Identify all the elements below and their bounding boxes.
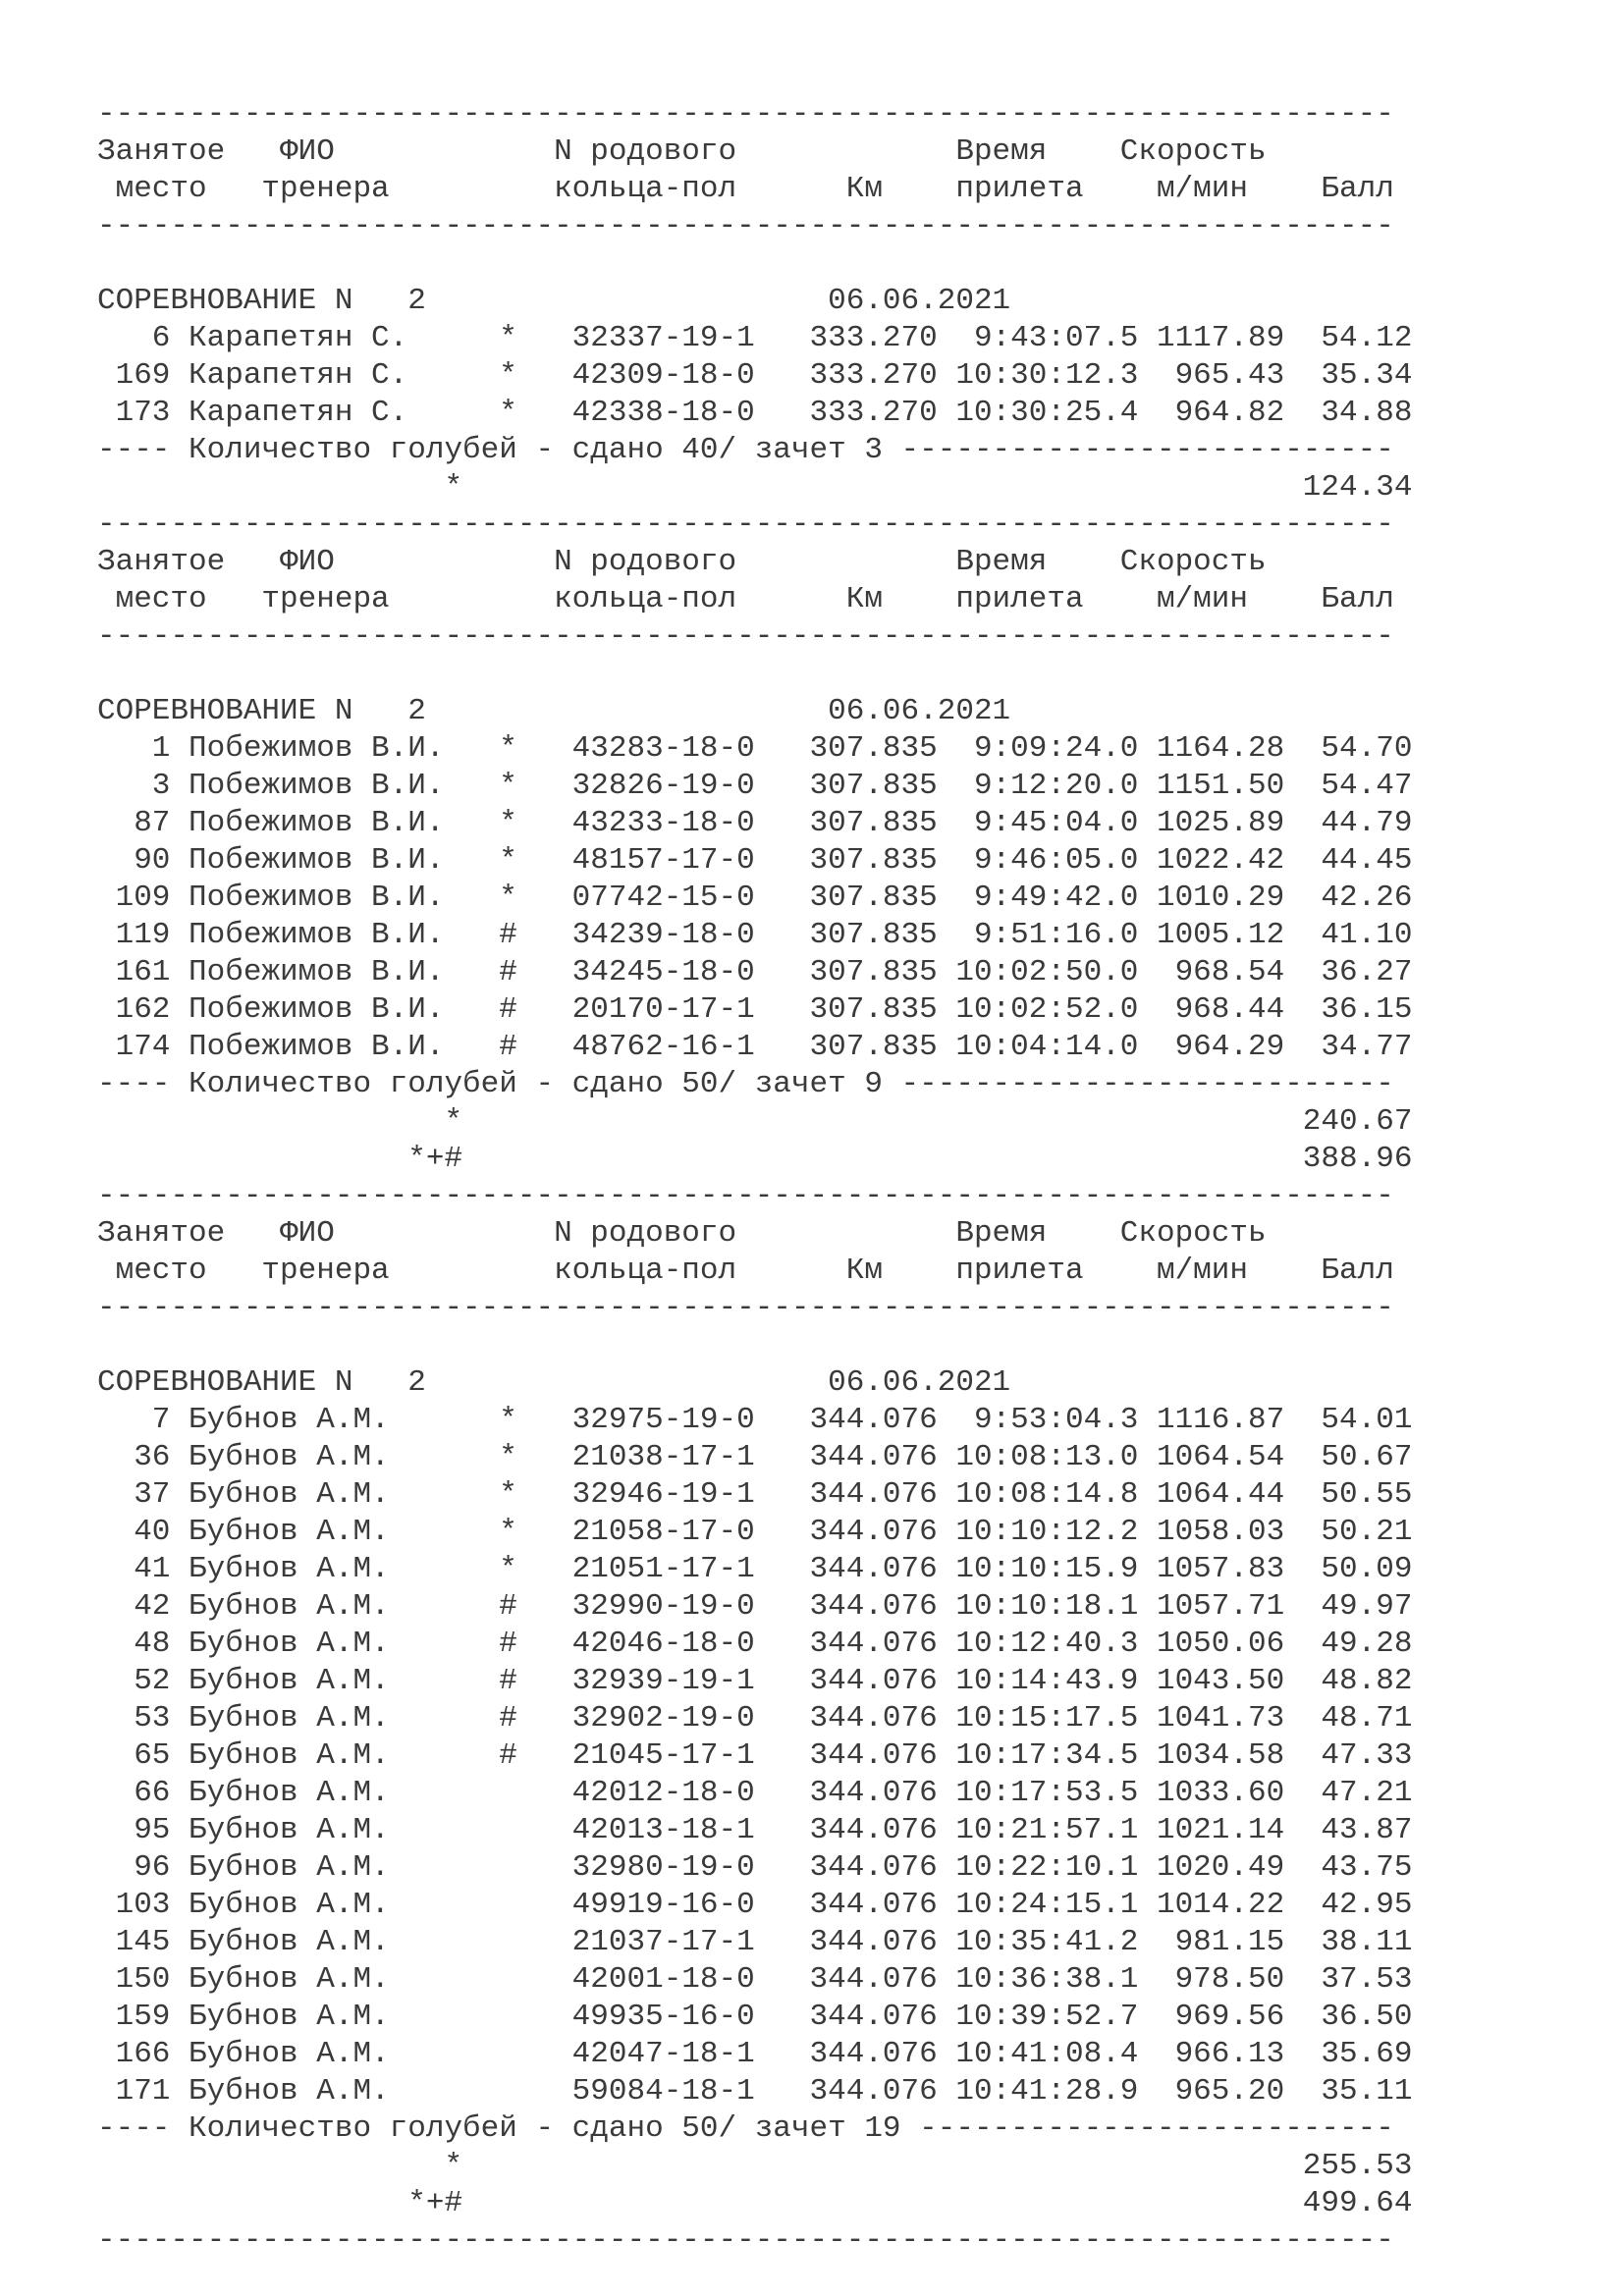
rule-line: ----------------------------------------------------------------------- xyxy=(97,619,1394,654)
rule-line: ----------------------------------------------------------------------- xyxy=(97,1179,1394,1213)
result-row: 162 Побежимов В.И. # 20170-17-1 307.835 10:02:52.0 968.44 36.15 xyxy=(97,992,1413,1027)
result-row: 3 Побежимов В.И. * 32826-19-0 307.835 9:12:20.0 1151.50 54.47 xyxy=(97,769,1413,803)
result-row: 87 Побежимов В.И. * 43233-18-0 307.835 9:45:04.0 1025.89 44.79 xyxy=(97,806,1413,840)
blank-line xyxy=(97,656,1412,693)
result-row: 7 Бубнов А.М. * 32975-19-0 344.076 9:53:04.3 1116.87 54.01 xyxy=(97,1403,1413,1437)
rule-line: ----------------------------------------------------------------------- xyxy=(97,2223,1394,2258)
pigeon-count-line: ---- Количество голубей - сдано 50/ зачет 19 -------------------------- xyxy=(97,2111,1394,2146)
result-row: 41 Бубнов А.М. * 21051-17-1 344.076 10:10:15.9 1057.83 50.09 xyxy=(97,1552,1413,1586)
result-row: 109 Побежимов В.И. * 07742-15-0 307.835 9:49:42.0 1010.29 42.26 xyxy=(97,881,1413,915)
total-line: *+# 388.96 xyxy=(97,1142,1413,1176)
result-row: 119 Побежимов В.И. # 34239-18-0 307.835 9:51:16.0 1005.12 41.10 xyxy=(97,918,1413,952)
result-row: 66 Бубнов А.М. 42012-18-0 344.076 10:17:53.5 1033.60 47.21 xyxy=(97,1776,1413,1810)
result-row: 161 Побежимов В.И. # 34245-18-0 307.835 10:02:50.0 968.54 36.27 xyxy=(97,955,1413,989)
result-row: 42 Бубнов А.М. # 32990-19-0 344.076 10:10:18.1 1057.71 49.97 xyxy=(97,1589,1413,1624)
rule-line: ----------------------------------------------------------------------- xyxy=(97,97,1394,132)
result-row: 90 Побежимов В.И. * 48157-17-0 307.835 9:46:05.0 1022.42 44.45 xyxy=(97,843,1413,878)
column-header-line-2: место тренера кольца-пол Км прилета м/мин Балл xyxy=(97,582,1394,616)
pigeon-count-line: ---- Количество голубей - сдано 40/ зачет 3 --------------------------- xyxy=(97,433,1394,467)
total-line: * 124.34 xyxy=(97,470,1413,505)
column-header-line-2: место тренера кольца-пол Км прилета м/мин Балл xyxy=(97,1254,1394,1288)
result-row: 6 Карапетян С. * 32337-19-1 333.270 9:43:07.5 1117.89 54.12 xyxy=(97,321,1413,355)
result-row: 36 Бубнов А.М. * 21038-17-1 344.076 10:08:13.0 1064.54 50.67 xyxy=(97,1440,1413,1474)
column-header-line-1: Занятое ФИО N родового Время Скорость xyxy=(97,1216,1267,1251)
result-row: 96 Бубнов А.М. 32980-19-0 344.076 10:22:10.1 1020.49 43.75 xyxy=(97,1850,1413,1885)
result-row: 1 Побежимов В.И. * 43283-18-0 307.835 9:09:24.0 1164.28 54.70 xyxy=(97,731,1413,766)
column-header-line-1: Занятое ФИО N родового Время Скорость xyxy=(97,545,1267,579)
column-header-line-1: Занятое ФИО N родового Время Скорость xyxy=(97,134,1267,169)
pigeon-count-line: ---- Количество голубей - сдано 50/ зачет 9 --------------------------- xyxy=(97,1067,1394,1101)
result-row: 37 Бубнов А.М. * 32946-19-1 344.076 10:08:14.8 1064.44 50.55 xyxy=(97,1477,1413,1512)
result-row: 65 Бубнов А.М. # 21045-17-1 344.076 10:17:34.5 1034.58 47.33 xyxy=(97,1738,1413,1773)
result-row: 166 Бубнов А.М. 42047-18-1 344.076 10:41:08.4 966.13 35.69 xyxy=(97,2037,1413,2071)
rule-line: ----------------------------------------------------------------------- xyxy=(97,209,1394,243)
total-line: *+# 499.64 xyxy=(97,2186,1413,2220)
result-row: 173 Карапетян С. * 42338-18-0 333.270 10:30:25.4 964.82 34.88 xyxy=(97,396,1413,430)
result-row: 48 Бубнов А.М. # 42046-18-0 344.076 10:12:40.3 1050.06 49.28 xyxy=(97,1627,1413,1661)
result-row: 171 Бубнов А.М. 59084-18-1 344.076 10:41:28.9 965.20 35.11 xyxy=(97,2074,1413,2109)
result-row: 150 Бубнов А.М. 42001-18-0 344.076 10:36:38.1 978.50 37.53 xyxy=(97,1962,1413,1997)
result-row: 159 Бубнов А.М. 49935-16-0 344.076 10:39:52.7 969.56 36.50 xyxy=(97,2000,1413,2034)
result-row: 95 Бубнов А.М. 42013-18-1 344.076 10:21:57.1 1021.14 43.87 xyxy=(97,1813,1413,1847)
competition-line: СОРЕВНОВАНИЕ N 2 06.06.2021 xyxy=(97,694,1011,728)
competition-line: СОРЕВНОВАНИЕ N 2 06.06.2021 xyxy=(97,284,1011,318)
total-line: * 255.53 xyxy=(97,2149,1413,2183)
blank-line xyxy=(97,245,1412,283)
result-row: 40 Бубнов А.М. * 21058-17-0 344.076 10:10:12.2 1058.03 50.21 xyxy=(97,1515,1413,1549)
result-row: 145 Бубнов А.М. 21037-17-1 344.076 10:35:41.2 981.15 38.11 xyxy=(97,1925,1413,1959)
rule-line: ----------------------------------------------------------------------- xyxy=(97,507,1394,542)
rule-line: ----------------------------------------------------------------------- xyxy=(97,1291,1394,1325)
results-printout xyxy=(97,96,1412,2260)
competition-line: СОРЕВНОВАНИЕ N 2 06.06.2021 xyxy=(97,1365,1011,1400)
result-row: 52 Бубнов А.М. # 32939-19-1 344.076 10:14:43.9 1043.50 48.82 xyxy=(97,1664,1413,1698)
column-header-line-2: место тренера кольца-пол Км прилета м/мин Балл xyxy=(97,172,1394,206)
result-row: 169 Карапетян С. * 42309-18-0 333.270 10:30:12.3 965.43 35.34 xyxy=(97,358,1413,393)
result-row: 103 Бубнов А.М. 49919-16-0 344.076 10:24:15.1 1014.22 42.95 xyxy=(97,1888,1413,1922)
result-row: 53 Бубнов А.М. # 32902-19-0 344.076 10:15:17.5 1041.73 48.71 xyxy=(97,1701,1413,1735)
blank-line xyxy=(97,1327,1412,1364)
result-row: 174 Побежимов В.И. # 48762-16-1 307.835 10:04:14.0 964.29 34.77 xyxy=(97,1030,1413,1064)
total-line: * 240.67 xyxy=(97,1104,1413,1139)
